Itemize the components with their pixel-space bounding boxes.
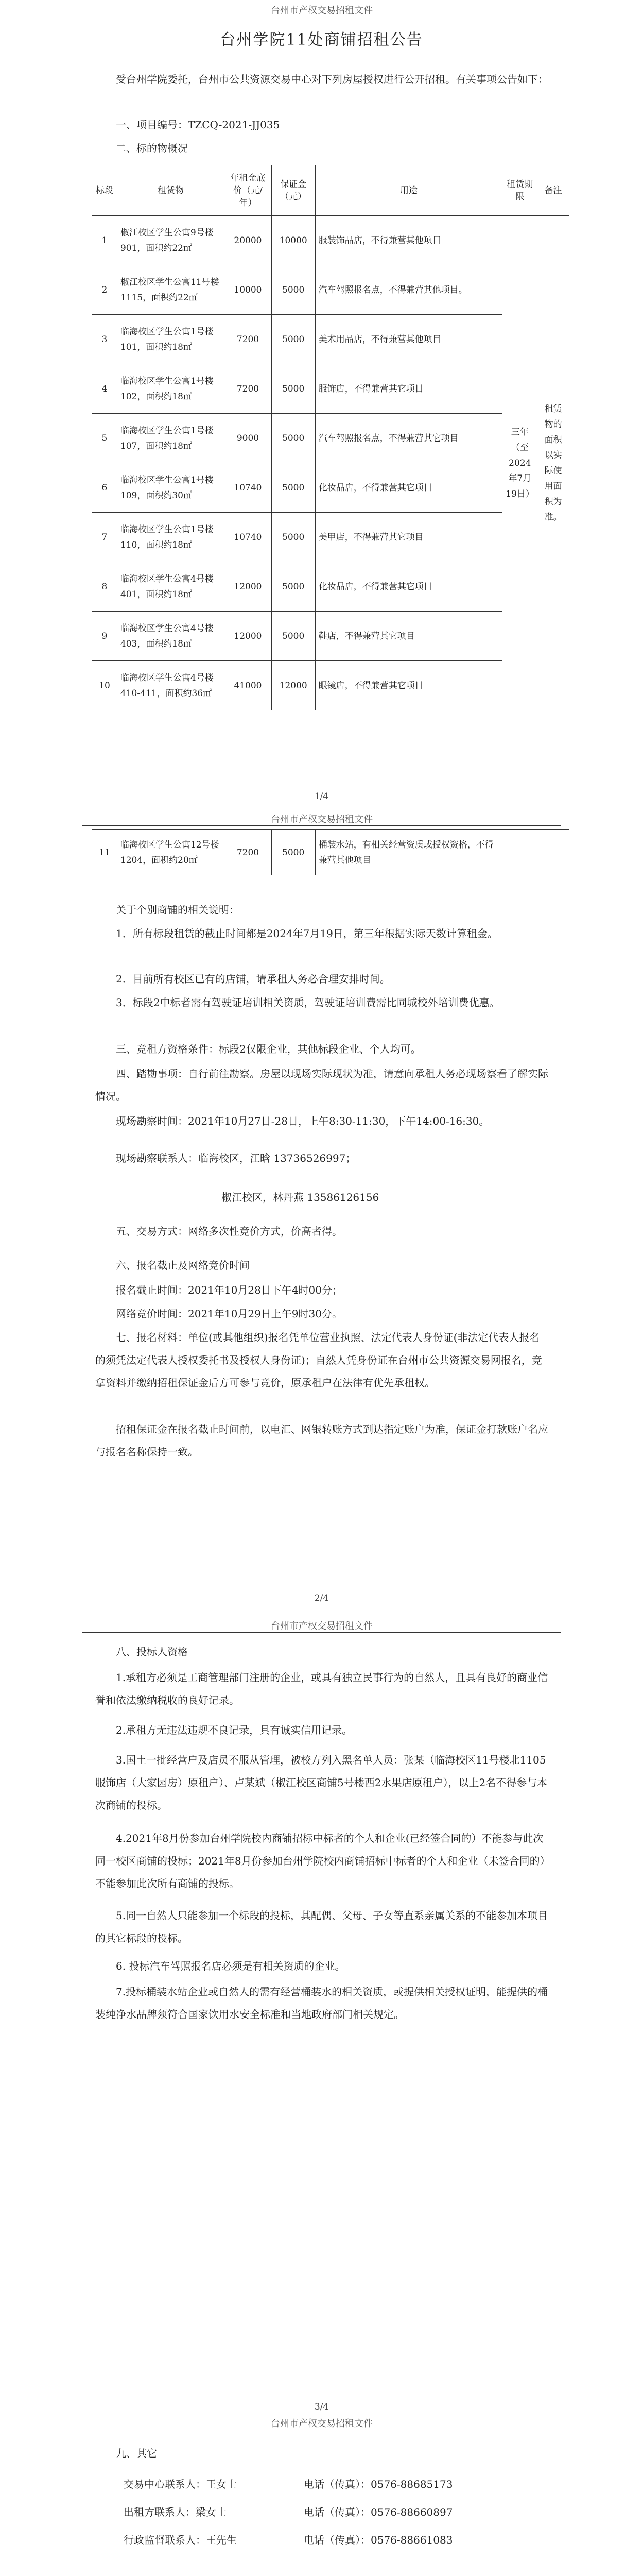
inspection-time: 现场勘察时间：2021年10月27日-28日，上午8:30-11:30，下午14:00-16:30。: [116, 1115, 490, 1127]
section-8: 八、投标人资格: [116, 1646, 188, 1658]
col-header: 备注: [537, 165, 569, 216]
header-rule: [82, 825, 561, 826]
page-number: 3/4: [314, 2402, 329, 2412]
section-heading-2: 二、标的物概况: [116, 142, 188, 155]
table-row: 8 临海校区学生公寓4号楼401，面积约18㎡ 12000 5000 化妆品店，不得兼营其它项目: [92, 562, 569, 612]
qualification-6: 6. 投标汽车驾照报名店必须是有相关资质的企业。: [116, 1960, 345, 1972]
table-row: 6 临海校区学生公寓1号楼109，面积约30㎡ 10740 5000 化妆品店，不得兼营其它项目: [92, 463, 569, 513]
remark: 租赁物的面积以实际使用面积为准。: [537, 216, 569, 710]
table-row: 3 临海校区学生公寓1号楼101，面积约18㎡ 7200 5000 美术用品店，不得兼营其他项目: [92, 315, 569, 364]
table-row: 11 临海校区学生公寓12号楼1204，面积约20㎡ 7200 5000 桶装水站，有相关经营资质或授权资格，不得兼营其他项目: [92, 830, 569, 875]
bidding-time: 网络竞价时间：2021年10月29日上午9时30分。: [116, 1308, 342, 1320]
page-header: 台州市产权交易招租文件: [271, 814, 373, 825]
registration-deadline: 报名截止时间：2021年10月28日下午4时00分；: [116, 1284, 342, 1296]
note-1: 1．所有标段租赁的截止时间都是2024年7月19日，第三年根据实际天数计算租金。: [116, 927, 498, 940]
section-6: 六、报名截止及网络竞价时间: [116, 1259, 250, 1272]
col-header: 用途: [315, 165, 502, 216]
page-header: 台州市产权交易招租文件: [271, 2418, 373, 2429]
intro-paragraph: 受台州学院委托，台州市公共资源交易中心对下列房屋授权进行公开招租。有关事项公告如下：: [116, 73, 548, 86]
inspection-contact-1: 现场勘察联系人：临海校区，江晗 13736526997；: [116, 1152, 356, 1164]
lease-term: 三年（至2024年7月19日）: [502, 216, 537, 710]
section-5: 五、交易方式：网络多次性竞价方式，价高者得。: [116, 1225, 342, 1238]
note-2: 2．目前所有校区已有的店铺，请承租人务必合理安排时间。: [116, 973, 390, 985]
col-header: 年租金底价（元/年）: [224, 165, 271, 216]
qualification-4: 4.2021年8月份参加台州学院校内商铺招标中标者的个人和企业(已经签合同的）不能参与此次同一校区商铺的投标；2021年8月份参加台州学院校内商铺招标中标者的个人和企业（未签合同的）不能参加此次所有商铺的投标。: [95, 1832, 545, 1890]
col-header: 标段: [92, 165, 117, 216]
col-header: 租赁期限: [502, 165, 537, 216]
table-row: 9 临海校区学生公寓4号楼403，面积约18㎡ 12000 5000 鞋店，不得兼营其它项目: [92, 612, 569, 661]
section-7: 七、报名材料：单位(或其他组织)报名凭单位营业执照、法定代表人身份证(非法定代表人报名的须凭法定代表人授权委托书及授权人身份证)；自然人凭身份证在台州市公共资源交易网报名，竞拿资料并缴纳招租保证金后方可参与竞价，原承租户在法律有优先承租权。: [95, 1331, 542, 1389]
table-row: 10 临海校区学生公寓4号楼410-411，面积约36㎡ 41000 12000 眼镜店，不得兼营其它项目: [92, 661, 569, 710]
qualification-5: 5.同一自然人只能参加一个标段的投标，其配偶、父母、子女等直系亲属关系的不能参加本项目的其它标段的投标。: [95, 1909, 548, 1944]
section-9: 九、其它: [116, 2447, 157, 2460]
section-4: 四、踏勘事项：自行前往勘察。房屋以现场实际现状为准，请意向承租人务必现场察看了解实际情况。: [95, 1067, 548, 1103]
qualification-1: 1.承租方必须是工商管理部门注册的企业，或具有独立民事行为的自然人，且具有良好的商业信誉和依法缴纳税收的良好记录。: [95, 1671, 548, 1706]
table-row: 4 临海校区学生公寓1号楼102，面积约18㎡ 7200 5000 服饰店，不得兼营其它项目: [92, 364, 569, 414]
qualification-3: 3.国土一批经营户及店员不服从管理，被校方列入黑名单人员：张某（临海校区11号楼北1105服饰店（大家园房）原租户）、卢某斌（椒江校区商铺5号楼西2水果店原租户），以上2名不得参与本次商铺的投标。: [95, 1754, 548, 1811]
table-row: 5 临海校区学生公寓1号楼107，面积约18㎡ 9000 5000 汽车驾照报名点，不得兼营其它项目: [92, 414, 569, 463]
table-row: 7 临海校区学生公寓1号楼110，面积约18㎡ 10740 5000 美甲店，不得兼营其它项目: [92, 513, 569, 562]
qualification-7: 7.投标桶装水站企业或自然人的需有经营桶装水的相关资质，或提供相关授权证明，能提供的桶装纯净水品牌须符合国家饮用水安全标准和当地政府部门相关规定。: [95, 1986, 548, 2021]
col-header: 租赁物: [117, 165, 224, 216]
note-3: 3．标段2中标者需有驾驶证培训相关资质，驾驶证培训费需比同城校外培训费优惠。: [116, 996, 500, 1009]
note-heading: 关于个别商铺的相关说明：: [116, 904, 239, 916]
lease-table-continued: [92, 829, 569, 875]
table-row: 2 椒江校区学生公寓11号楼1115，面积约22㎡ 10000 5000 汽车驾照报名点，不得兼营其他项目。: [92, 265, 569, 315]
lease-table: [92, 165, 569, 710]
page-number: 2/4: [314, 1593, 329, 1603]
page-header: 台州市产权交易招租文件: [271, 5, 373, 16]
deposit-note: 招租保证金在报名截止时间前，以电汇、网银转账方式到达指定账户为准，保证金打款账户名应与报名名称保持一致。: [95, 1423, 548, 1458]
section-3: 三、竞租方资格条件：标段2仅限企业，其他标段企业、个人均可。: [116, 1043, 421, 1055]
page-header: 台州市产权交易招租文件: [271, 1621, 373, 1632]
inspection-contact-2: 椒江校区，林丹燕 13586126156: [221, 1191, 379, 1204]
table-row: 1 椒江校区学生公寓9号楼901，面积约22㎡ 20000 10000 服装饰品店，不得兼营其他项目 三年（至2024年7月19日） 租赁物的面积以实际使用面积为准。: [92, 216, 569, 265]
header-rule: [82, 1632, 561, 1633]
document-title: 台州学院11处商铺招租公告: [220, 31, 423, 49]
project-number: 一、项目编号：TZCQ-2021-JJ035: [116, 118, 280, 131]
col-header: 保证金（元）: [271, 165, 315, 216]
qualification-2: 2.承租方无违法违规不良记录，具有诚实信用记录。: [116, 1724, 353, 1736]
page-number: 1/4: [314, 791, 329, 802]
